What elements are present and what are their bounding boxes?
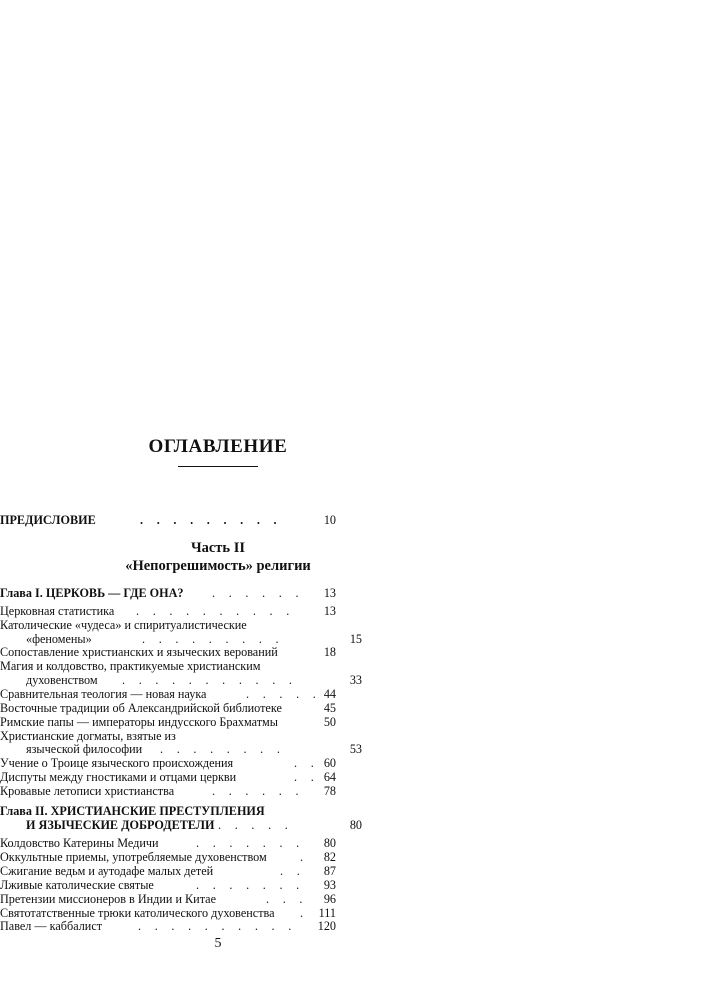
toc-entry-page: 50: [323, 715, 336, 729]
toc-entry[interactable]: [0, 851, 336, 864]
leader-dots: . . . . . . . . . . .: [122, 673, 298, 687]
toc-entry-page: 45: [323, 701, 336, 715]
toc-entry-label: Святотатственные трюки католического духовенства: [0, 906, 275, 920]
leader-dots: .: [300, 906, 309, 920]
leader-dots: . . . . . .: [212, 586, 304, 600]
leader-dots: . . . . . . . .: [160, 742, 286, 756]
toc-entry[interactable]: [0, 920, 336, 933]
toc-entry-label: Христианские догматы, взятые из: [0, 729, 176, 743]
toc-entry-label: Учение о Троице языческого происхождения: [0, 756, 234, 770]
toc-entry[interactable]: [0, 619, 336, 632]
toc-title: ОГЛАВЛЕНИЕ: [148, 436, 288, 457]
toc-entry-label: языческой философии: [26, 742, 143, 756]
toc-entry-label: Католические «чудеса» и спиритуалистические: [0, 618, 247, 632]
toc-entry[interactable]: [0, 893, 336, 906]
leader-dots: . . . . .: [246, 687, 322, 701]
toc-title-block: [50, 436, 386, 467]
toc-entry[interactable]: [0, 865, 336, 878]
leader-dots: .: [300, 850, 309, 864]
toc-entry-page: 18: [323, 645, 336, 659]
toc-entry-label: Восточные традиции об Александрийской библиотеке: [0, 701, 282, 715]
leader-dots: . .: [294, 770, 320, 784]
leader-dots: . . . . .: [218, 818, 294, 832]
leader-dots: . . . . . . .: [196, 878, 305, 892]
title-underline: [178, 466, 258, 467]
toc-entry-label: Колдовство Катерины Медичи: [0, 836, 159, 850]
toc-entry-page: 82: [323, 850, 336, 864]
toc-entry-page: 96: [323, 892, 336, 906]
leader-dots: . .: [294, 756, 320, 770]
toc-entry-page: 13: [323, 604, 336, 618]
toc-entry[interactable]: [0, 660, 336, 673]
toc-entry-page: 53: [349, 742, 362, 756]
toc-entry-label: Оккультные приемы, употребляемые духовенством: [0, 850, 267, 864]
toc-entry-page: 10: [323, 513, 336, 527]
chapter-title: И ЯЗЫЧЕСКИЕ ДОБРОДЕТЕЛИ: [26, 818, 215, 832]
toc-entry-page: 13: [323, 586, 336, 600]
leader-dots: . . .: [266, 892, 308, 906]
part-heading-number: Часть II: [190, 540, 246, 556]
toc-entry[interactable]: [0, 716, 336, 729]
toc-entry-label: Сравнительная теология — новая наука: [0, 687, 207, 701]
toc-entry[interactable]: [0, 646, 336, 659]
toc-entry-label: духовенством: [26, 673, 98, 687]
chapter-title: Глава II. ХРИСТИАНСКИЕ ПРЕСТУПЛЕНИЯ: [0, 804, 265, 818]
toc-entry-page: 64: [323, 770, 336, 784]
toc-entry-label: Претензии миссионеров в Индии и Китае: [0, 892, 216, 906]
toc-entry-continued[interactable]: [0, 743, 362, 756]
toc-entry-label: Римские папы — императоры индусского Брахматмы: [0, 715, 278, 729]
toc-entry-page: 111: [318, 906, 336, 920]
leader-dots: . . . . . . . . . .: [136, 604, 295, 618]
part-heading-title: «Непогрешимость» религии: [125, 558, 311, 574]
toc-entry-page: 80: [323, 836, 336, 850]
toc-entry-label: Павел — каббалист: [0, 919, 103, 933]
toc-entry[interactable]: [0, 688, 336, 701]
page-number: 5: [214, 936, 222, 951]
toc-entry-page: 120: [317, 919, 336, 933]
toc-entry[interactable]: [0, 879, 336, 892]
toc-entry[interactable]: [0, 757, 336, 770]
toc-entry-page: 78: [323, 784, 336, 798]
toc-entry[interactable]: [0, 837, 336, 850]
leader-dots: . .: [280, 864, 306, 878]
leader-dots: . . . . . . .: [196, 836, 305, 850]
toc-entry-page: 87: [323, 864, 336, 878]
leader-dots: . . . . . . . . .: [140, 513, 282, 527]
toc-entry[interactable]: [0, 785, 336, 798]
toc-entry-page: 44: [323, 687, 336, 701]
leader-dots: . . . . . . . . . .: [138, 919, 297, 933]
toc-entry[interactable]: [0, 771, 336, 784]
toc-entry-label: Лживые католические святые: [0, 878, 154, 892]
toc-entry-label: Диспуты между гностиками и отцами церкви: [0, 770, 237, 784]
toc-entry-label: Церковная статистика: [0, 604, 115, 618]
toc-entry-page: 93: [323, 878, 336, 892]
leader-dots: . . . . . . . . .: [142, 632, 284, 646]
toc-entry-label: Сжигание ведьм и аутодафе малых детей: [0, 864, 214, 878]
toc-entry-page: 33: [349, 673, 362, 687]
toc-entry-label: Магия и колдовство, практикуемые христианским: [0, 659, 261, 673]
toc-entry[interactable]: [0, 702, 336, 715]
chapter-title: Глава I. ЦЕРКОВЬ — ГДЕ ОНА?: [0, 586, 184, 600]
toc-entry-label: Сопоставление христианских и языческих верований: [0, 645, 278, 659]
toc-entry-label: ПРЕДИСЛОВИЕ: [0, 513, 96, 527]
toc-entry-label: «феномены»: [26, 632, 92, 646]
toc-chapter-1[interactable]: [0, 587, 336, 600]
toc-entry[interactable]: [0, 605, 336, 618]
toc-entry-page: 60: [323, 756, 336, 770]
toc-entry-page: 15: [349, 632, 362, 646]
toc-chapter-2-continued[interactable]: [0, 819, 362, 832]
toc-entry-preface[interactable]: [0, 514, 336, 527]
toc-entry-page: 80: [349, 818, 362, 832]
leader-dots: . . . . . .: [212, 784, 304, 798]
toc-entry-label: Кровавые летописи христианства: [0, 784, 175, 798]
toc-chapter-2[interactable]: [0, 805, 336, 818]
toc-entry-continued[interactable]: [0, 674, 362, 687]
